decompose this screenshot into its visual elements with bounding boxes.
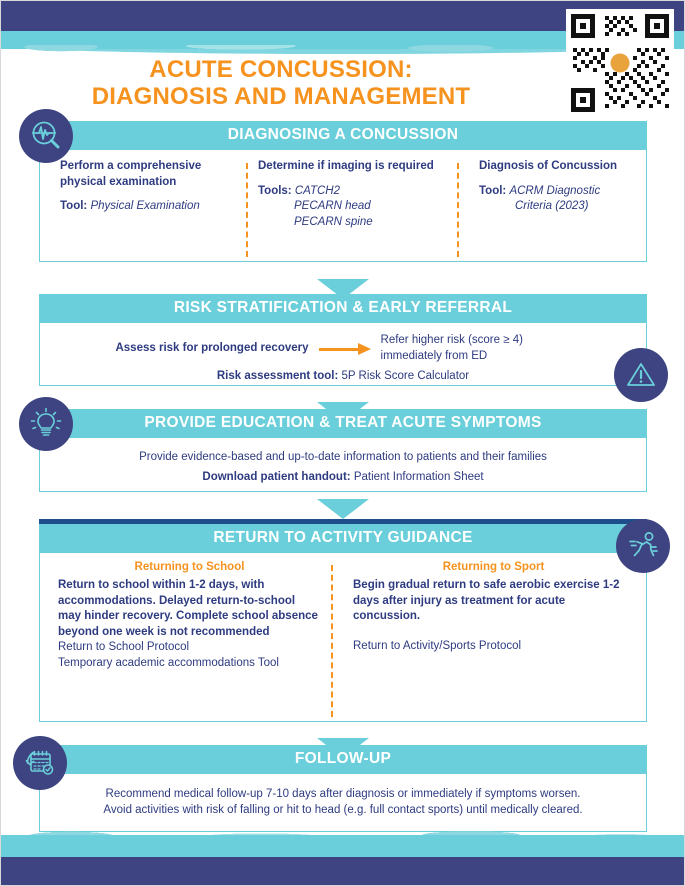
section-heading-risk: RISK STRATIFICATION & EARLY REFERRAL	[39, 294, 647, 323]
section-heading-return-to-activity: RETURN TO ACTIVITY GUIDANCE	[39, 519, 647, 553]
bottom-navy-banner	[1, 857, 685, 885]
section-risk-stratification	[39, 294, 647, 386]
flow-arrow-down	[317, 499, 369, 519]
tool-value[interactable]: PECARN spine	[294, 215, 373, 228]
section-body-diagnosing	[39, 150, 647, 262]
tool-label: Tool:	[479, 184, 507, 197]
qr-finder-top-right	[645, 14, 669, 38]
refer-line-1: Refer higher risk (score ≥ 4)	[380, 334, 523, 346]
column-link[interactable]: Temporary academic accommodations Tool	[58, 656, 279, 669]
lightbulb-icon	[19, 397, 73, 451]
tool-label: Tools:	[258, 184, 292, 197]
qr-code[interactable]	[566, 9, 674, 117]
column-physical-exam	[44, 159, 244, 261]
section-education	[39, 409, 647, 492]
calendar-check-icon	[13, 736, 67, 790]
qr-finder-bottom-left	[571, 88, 595, 112]
qr-finder-top-left	[571, 14, 595, 38]
risk-tool-label: Risk assessment tool:	[216, 370, 339, 383]
refer-text	[381, 333, 571, 364]
risk-referral-row	[50, 333, 636, 364]
column-link[interactable]: Return to Activity/Sports Protocol	[353, 639, 522, 652]
running-person-icon	[616, 519, 670, 573]
column-link[interactable]: Return to School Protocol	[58, 641, 190, 654]
follow-up-line-2: Avoid activities with risk of falling or hit to head (e.g. full contact sports) until medically cleared.	[103, 804, 583, 817]
warning-triangle-icon	[614, 348, 668, 402]
section-body-follow-up	[39, 774, 647, 832]
tool-label: Tool:	[60, 200, 88, 213]
column-heading: Diagnosis of Concussion	[479, 160, 618, 172]
tool-value[interactable]: CATCH2	[294, 184, 341, 197]
column-divider	[246, 163, 248, 257]
tool-row	[479, 184, 634, 200]
brain-icon	[611, 54, 630, 73]
section-body-return-to-activity	[39, 553, 647, 722]
handout-value[interactable]: Patient Information Sheet	[353, 471, 484, 484]
tool-value[interactable]: Physical Examination	[90, 200, 200, 213]
risk-tool-value[interactable]: 5P Risk Score Calculator	[341, 370, 470, 383]
column-subheading: Returning to School	[134, 561, 245, 573]
tool-value[interactable]: PECARN head	[294, 200, 371, 213]
assess-risk-text: Assess risk for prolonged recovery	[115, 341, 309, 354]
tool-row	[258, 184, 447, 200]
column-divider	[457, 163, 459, 257]
column-bold-text: Begin gradual return to safe aerobic exercise 1-2 days after injury as treatment for acute concussion.	[353, 579, 620, 623]
pulse-magnifier-icon	[19, 109, 73, 163]
tool-value[interactable]: ACRM Diagnostic	[509, 184, 601, 197]
section-body-risk	[39, 323, 647, 386]
column-heading: Determine if imaging is required	[258, 160, 434, 172]
bottom-teal-banner	[1, 835, 685, 857]
handout-label: Download patient handout:	[202, 471, 351, 484]
column-bold-text: Return to school within 1-2 days, with accommodations. Delayed return-to-school may hinder recovery. Complete school absence beyond one week is not recommended	[58, 579, 318, 638]
section-heading-education: PROVIDE EDUCATION & TREAT ACUTE SYMPTOMS	[39, 409, 647, 438]
tool-value[interactable]: Criteria (2023)	[515, 200, 589, 213]
section-heading-diagnosing: DIAGNOSING A CONCUSSION	[39, 121, 647, 150]
page-title-line1: ACUTE CONCUSSION:	[149, 56, 413, 83]
risk-tool-row	[50, 369, 636, 385]
handout-row	[50, 470, 636, 486]
section-diagnosing	[39, 121, 647, 262]
page-title	[1, 57, 561, 111]
column-returning-to-sport	[335, 561, 642, 721]
section-return-to-activity	[39, 519, 647, 722]
follow-up-line-1: Recommend medical follow-up 7-10 days after diagnosis or immediately if symptoms worsen.	[105, 788, 581, 800]
column-subheading: Returning to Sport	[442, 561, 545, 573]
section-follow-up	[39, 745, 647, 832]
page-title-line2: DIAGNOSIS AND MANAGEMENT	[91, 82, 471, 110]
column-heading: Perform a comprehensive physical examination	[60, 160, 202, 188]
arrow-right-icon	[319, 342, 371, 356]
section-body-education	[39, 438, 647, 492]
refer-line-2: immediately from ED	[380, 349, 488, 362]
column-divider	[331, 565, 333, 717]
column-returning-to-school	[44, 561, 329, 721]
education-line-1: Provide evidence-based and up-to-date information to patients and their families	[139, 451, 547, 463]
column-imaging	[250, 159, 455, 261]
column-diagnosis	[461, 159, 642, 261]
section-heading-follow-up: FOLLOW-UP	[39, 745, 647, 774]
tool-row	[60, 199, 236, 215]
